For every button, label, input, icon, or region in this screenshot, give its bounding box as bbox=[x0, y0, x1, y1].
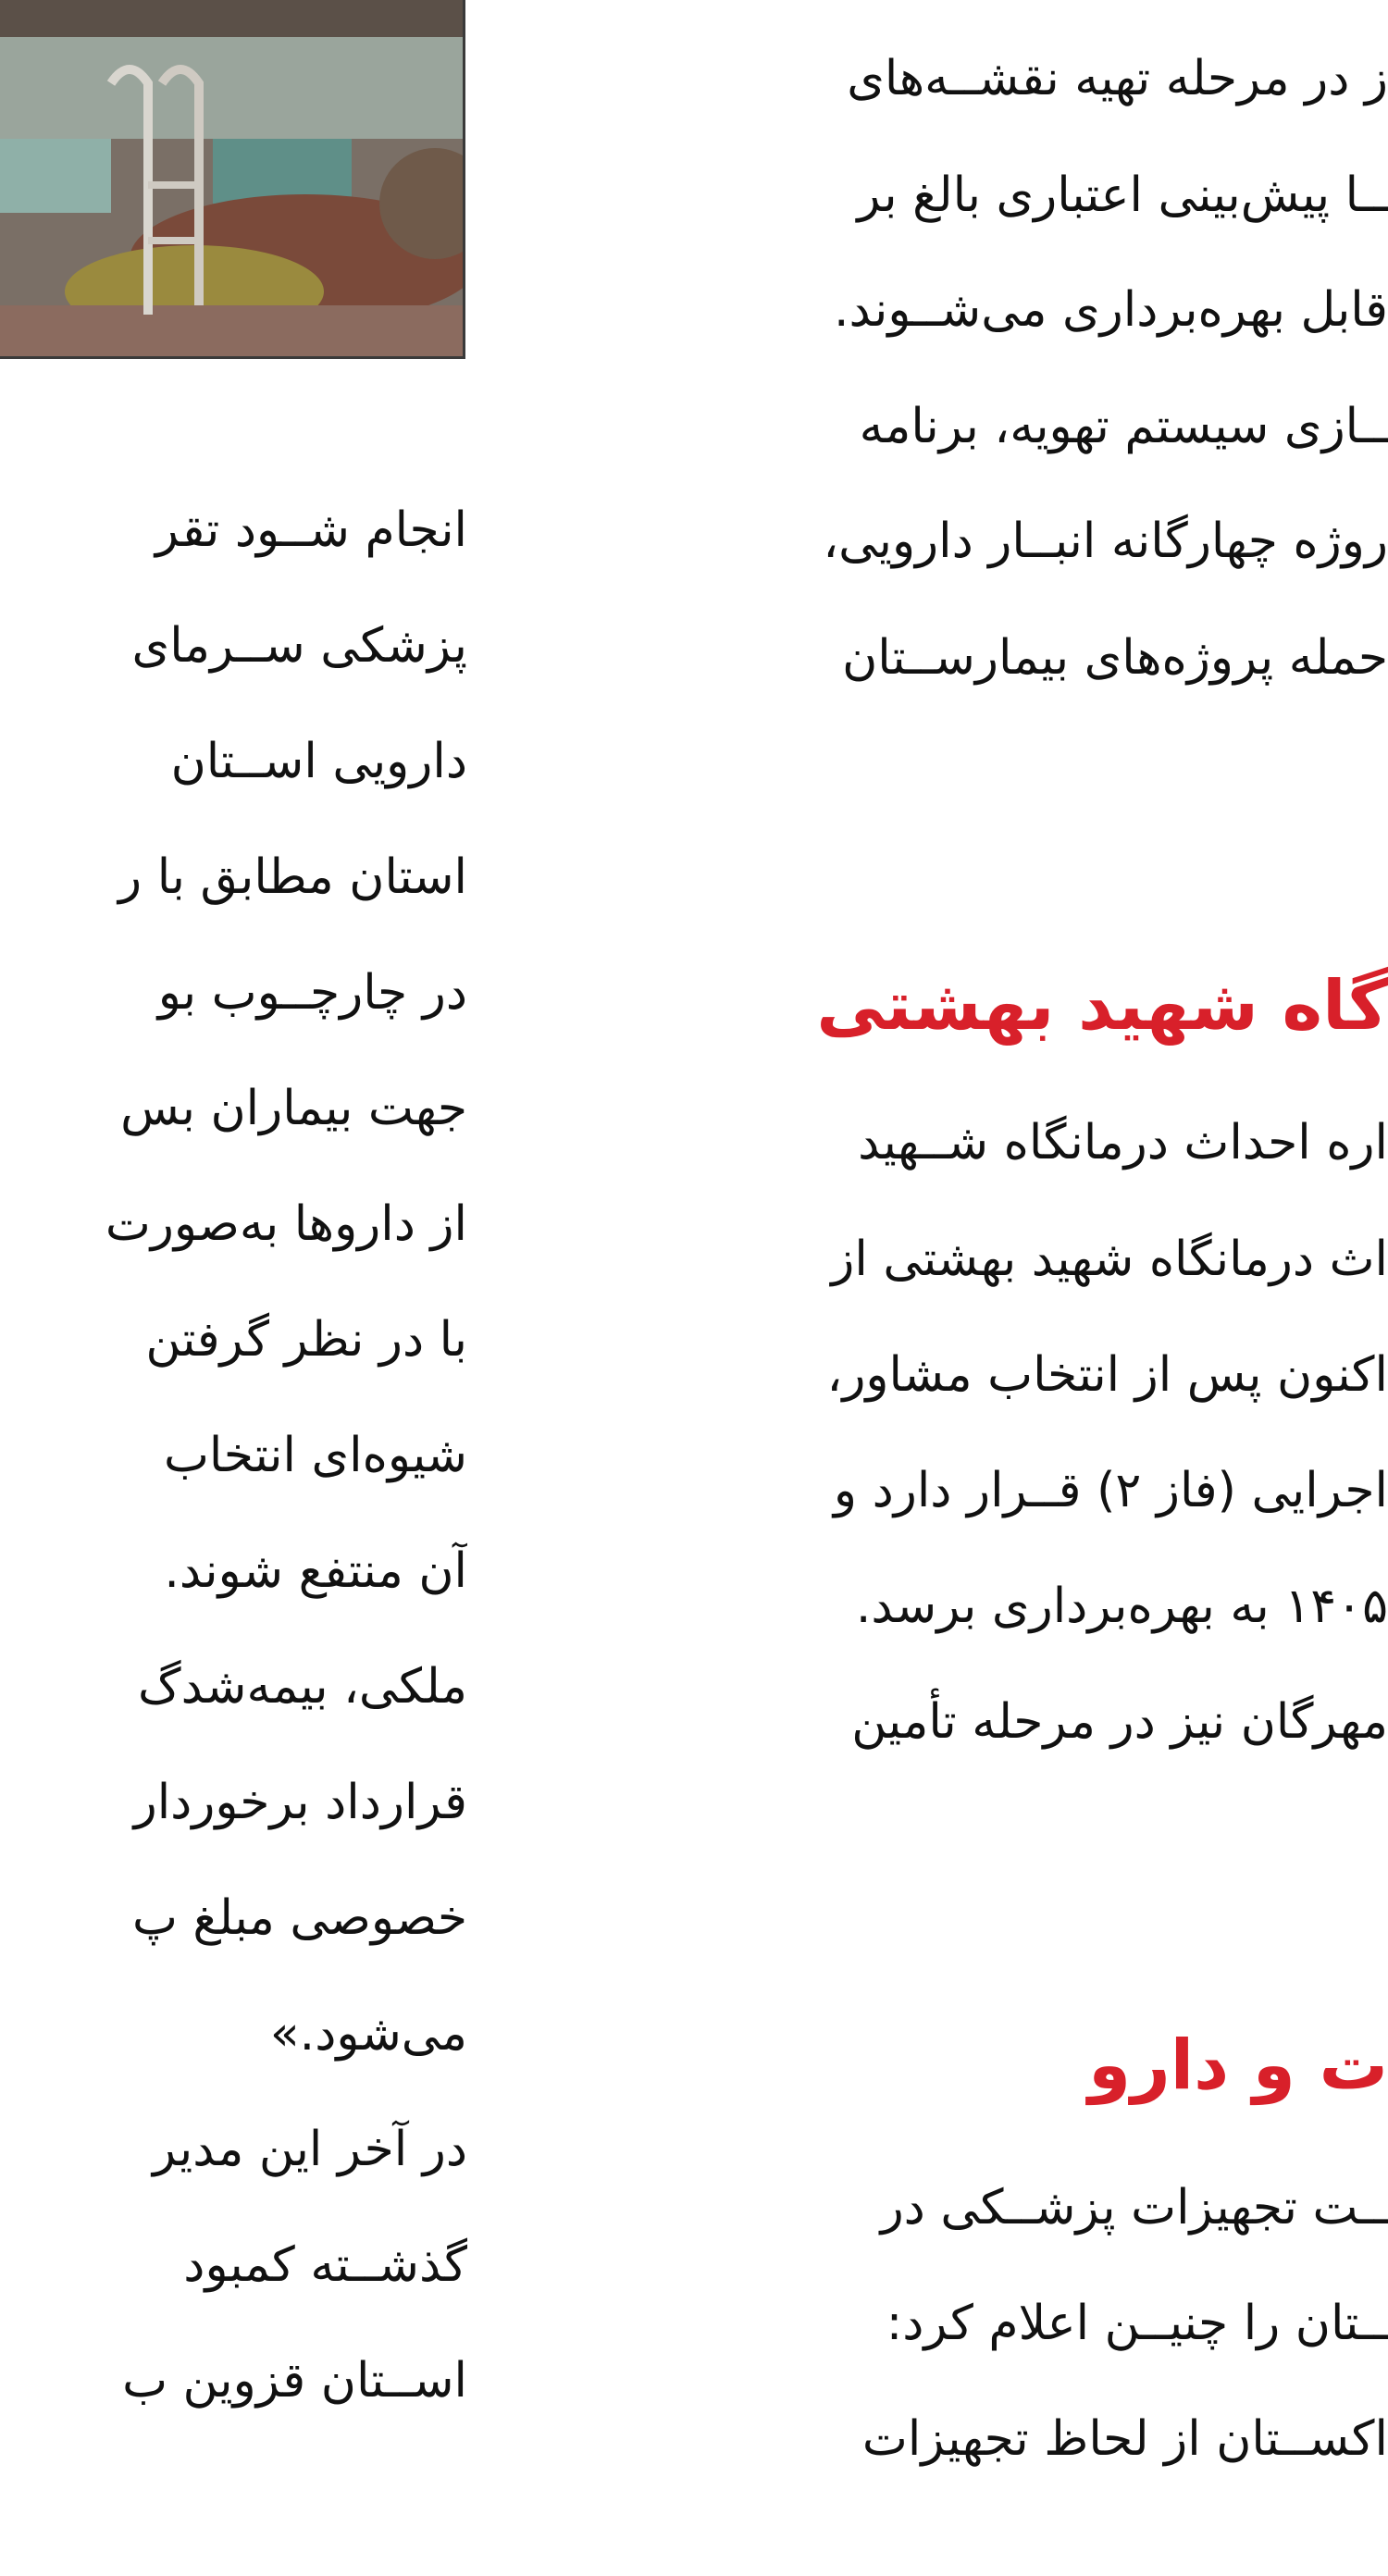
body-text-line: اکنون پس از انتخاب مشاور، bbox=[826, 1347, 1388, 1403]
body-text-line: استان مطابق با ر bbox=[118, 849, 467, 905]
body-text-line: آن منتفع شوند. bbox=[164, 1543, 467, 1599]
right-column bbox=[578, 0, 1388, 2576]
body-text-line: ــتان را چنیــن اعلام کرد: bbox=[886, 2296, 1388, 2351]
body-text-line: ــت تجهیزات پزشــکی در bbox=[880, 2180, 1388, 2235]
body-text-line: اجرایی (فاز ۲) قــرار دارد و bbox=[833, 1463, 1388, 1518]
body-text-line: می‌شود.» bbox=[269, 2006, 467, 2062]
body-text-line: شیوه‌ای انتخاب bbox=[163, 1428, 467, 1483]
body-text-line: ــازی سیستم تهویه، برنامه bbox=[859, 399, 1388, 454]
body-text-line: در آخر این مدیر bbox=[153, 2122, 467, 2177]
body-text-line: گذشــته کمبود bbox=[183, 2237, 467, 2293]
body-text-line: اث درمانگاه شهید بهشتی از bbox=[831, 1232, 1388, 1287]
body-text-line: اکســتان از لحاظ تجهیزات bbox=[861, 2411, 1388, 2467]
body-text-line: ۱۴۰۵ به بهره‌برداری برسد. bbox=[855, 1579, 1388, 1634]
body-text-line: پزشکی ســرمای bbox=[131, 618, 467, 674]
body-text-line: جهت بیماران بس bbox=[120, 1081, 467, 1136]
body-text-line: ــا پیش‌بینی اعتباری بالغ بر bbox=[857, 167, 1388, 223]
body-text-line: مهرگان نیز در مرحله تأمین bbox=[851, 1694, 1388, 1750]
section-heading: ت و دارو bbox=[1088, 2025, 1388, 2105]
body-text-line: قابل بهره‌برداری می‌شــوند. bbox=[834, 282, 1388, 338]
body-text-line: قرارداد برخوردار bbox=[133, 1775, 467, 1830]
body-text-line: اســتان قزوین ب bbox=[122, 2353, 467, 2409]
body-text-line: از داروها به‌صورت bbox=[105, 1196, 467, 1252]
left-column bbox=[0, 0, 467, 2576]
body-text-line: در چارچــوب بو bbox=[157, 965, 467, 1021]
body-text-line: انجام شــود تقر bbox=[155, 502, 467, 558]
body-text-line: با در نظر گرفتن bbox=[145, 1312, 467, 1368]
body-text-line: اره احداث درمانگاه شــهید bbox=[858, 1115, 1388, 1170]
body-text-line: دارویی اســتان bbox=[170, 734, 467, 789]
body-text-line: روژه چهارگانه انبــار دارویی، bbox=[823, 514, 1388, 569]
body-text-line: ز در مرحله تهیه نقشــه‌های bbox=[847, 51, 1388, 106]
section-heading: گاه شهید بهشتی bbox=[816, 966, 1388, 1046]
body-text-line: خصوصی مبلغ پ bbox=[131, 1890, 467, 1946]
body-text-line: ملکی، بیمه‌شدگ bbox=[138, 1659, 467, 1715]
body-text-line: حمله پروژه‌های بیمارســتان bbox=[842, 630, 1388, 686]
